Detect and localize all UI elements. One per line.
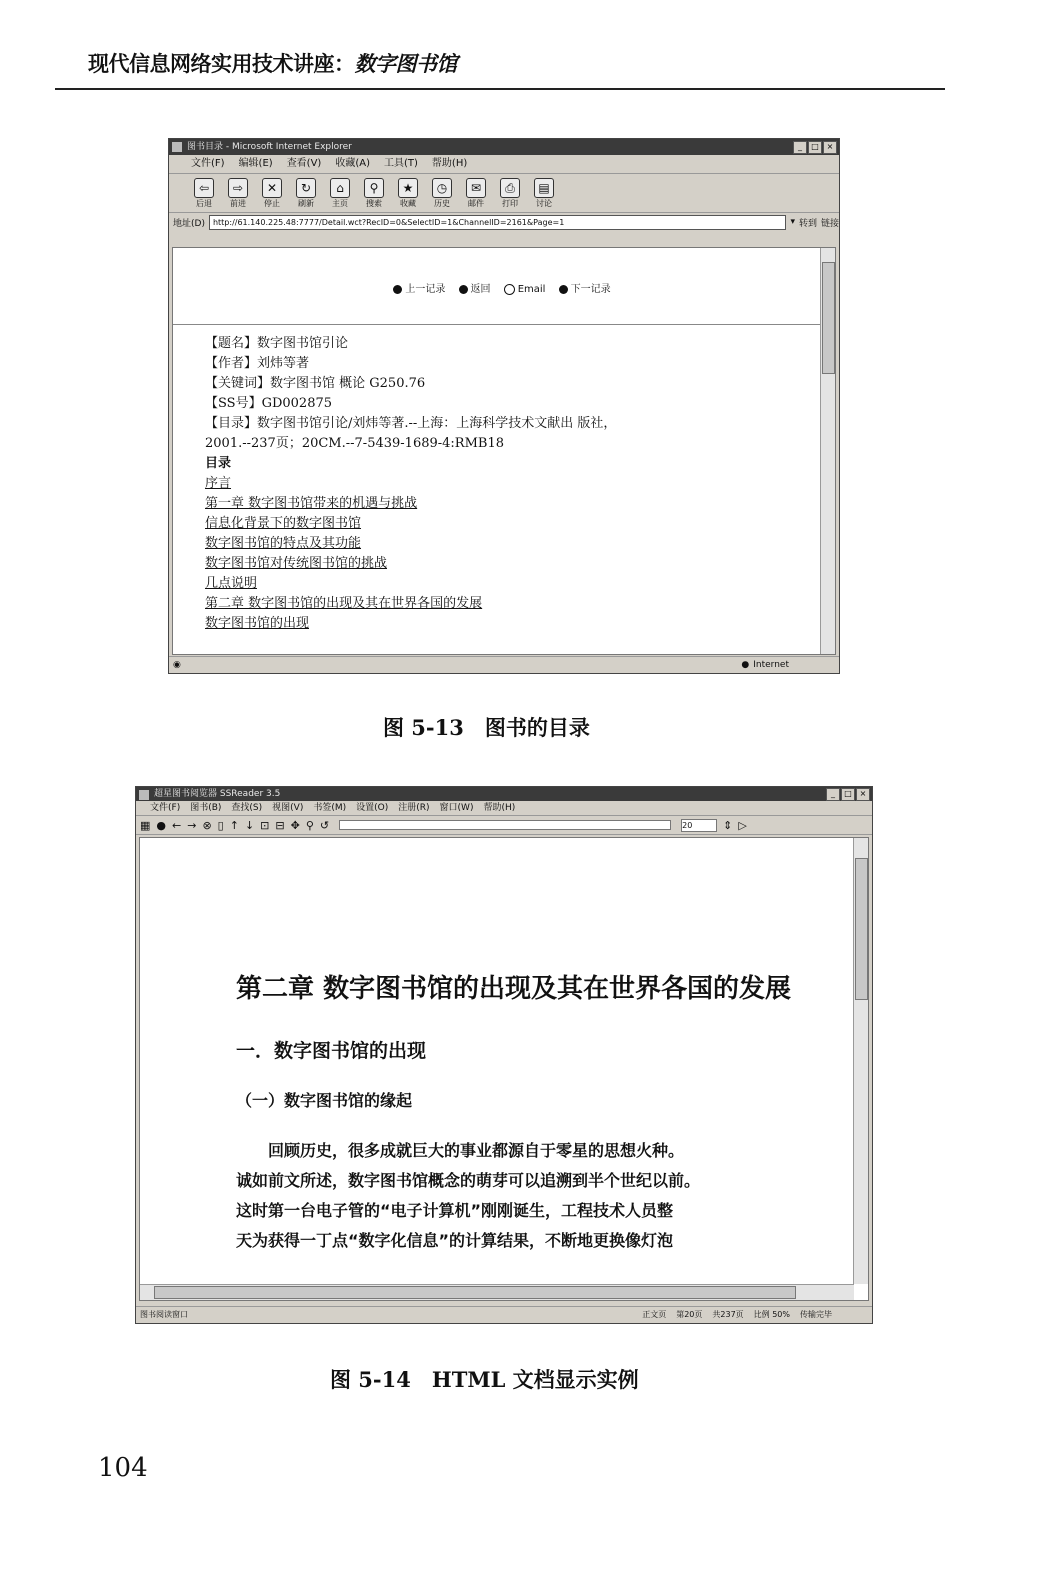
prev-record-icon — [393, 285, 402, 294]
body-text — [236, 1136, 816, 1256]
menu-view[interactable]: 查看(V) — [286, 158, 322, 169]
reader-statusbar — [136, 1306, 872, 1323]
refresh-icon: ↻ — [296, 178, 316, 198]
figure-5-13-browser-window — [168, 138, 840, 674]
vertical-scrollbar[interactable] — [820, 248, 835, 654]
home-button[interactable]: ⌂ 主页 — [327, 178, 353, 209]
toc-link[interactable]: 数字图书馆的出现 — [205, 616, 310, 631]
chapter-title: 第二章 数字图书馆的出现及其在世界各国的发展 — [236, 974, 792, 1004]
play-icon[interactable]: ▷ — [738, 818, 747, 832]
status-zone: Internet — [753, 660, 789, 670]
figure-5-14-reader-window — [135, 786, 873, 1324]
history-icon: ◷ — [432, 178, 452, 198]
forward-arrow-icon: ⇨ — [228, 178, 248, 198]
record-icon[interactable]: ● — [156, 818, 167, 832]
status-current-page: 第20页 — [676, 1310, 703, 1319]
address-input[interactable]: http://61.140.225.48:7777/Detail.wct?RecID=0&SelectID=1&ChannelID=2161&Page=1 — [209, 215, 786, 230]
address-label: 地址(D) — [173, 218, 205, 229]
favorites-icon: ★ — [398, 178, 418, 198]
toc-link[interactable]: 数字图书馆的特点及其功能 — [205, 536, 362, 551]
section-title: 一．数字图书馆的出现 — [236, 1040, 427, 1062]
close-icon[interactable]: × — [856, 788, 870, 801]
page-number: 104 — [98, 1453, 148, 1483]
internet-zone-icon: ● — [741, 660, 750, 670]
maximize-icon[interactable]: □ — [808, 141, 822, 154]
horizontal-scrollbar-thumb[interactable] — [154, 1286, 796, 1299]
back-arrow-icon[interactable]: ← — [172, 818, 182, 832]
running-head — [88, 48, 457, 78]
home-icon: ⌂ — [330, 178, 350, 198]
printer-icon: ⎙ — [500, 178, 520, 198]
address-bar — [169, 213, 839, 231]
email-link[interactable]: Email — [517, 284, 546, 295]
history-button[interactable]: ◷ 历史 — [429, 178, 455, 209]
minimize-icon[interactable]: _ — [793, 141, 807, 154]
search-icon: ⚲ — [364, 178, 384, 198]
browser-statusbar — [169, 656, 839, 673]
menu-window[interactable]: 窗口(W) — [439, 803, 474, 813]
body-line: 天为获得一丁点“数字化信息”的计算结果，不断地更换像灯泡 — [236, 1231, 674, 1250]
discuss-button[interactable]: ▤ 讨论 — [531, 178, 557, 209]
reader-app-icon — [139, 790, 149, 800]
forward-button[interactable]: ⇨ 前进 — [225, 178, 251, 209]
refresh-icon[interactable]: ↺ — [319, 818, 330, 832]
ie-icon — [172, 142, 182, 152]
forward-arrow-icon[interactable]: → — [187, 818, 197, 832]
library-icon[interactable]: ▦ — [140, 818, 151, 832]
menu-tools[interactable]: 工具(T) — [384, 158, 418, 169]
toc-link[interactable]: 几点说明 — [205, 576, 258, 591]
links-button[interactable]: 链接 — [820, 218, 839, 229]
page-down-icon[interactable]: ↓ — [244, 818, 255, 832]
toc-link[interactable]: 第二章 数字图书馆的出现及其在世界各国的发展 — [205, 596, 483, 611]
back-arrow-icon: ⇦ — [194, 178, 214, 198]
record-catalog-line1: 【目录】数字图书馆引论/刘炜等著.--上海：上海科学技术文献出 版社， — [205, 416, 617, 431]
refresh-button[interactable]: ↻ 刷新 — [293, 178, 319, 209]
subsection-title: （一）数字图书馆的缘起 — [236, 1091, 413, 1110]
book-record — [205, 334, 785, 634]
page-slider[interactable] — [339, 820, 671, 830]
page-icon[interactable]: ▯ — [217, 818, 224, 832]
discuss-icon: ▤ — [534, 178, 554, 198]
header-rule — [55, 88, 945, 90]
page-up-icon[interactable]: ↑ — [229, 818, 239, 832]
menu-book[interactable]: 图书(B) — [190, 803, 222, 813]
menu-search[interactable]: 查找(S) — [231, 803, 263, 813]
menu-bookmark[interactable]: 书签(M) — [313, 803, 347, 813]
stop-icon: ✕ — [262, 178, 282, 198]
content-divider — [173, 324, 821, 325]
browser-menubar — [169, 155, 839, 174]
toc-link[interactable]: 序言 — [205, 476, 232, 491]
vertical-scrollbar[interactable] — [853, 838, 868, 1284]
next-record-link[interactable]: 下一记录 — [570, 284, 611, 295]
menu-file[interactable]: 文件(F) — [150, 803, 181, 813]
tools-icon[interactable]: ✥ — [290, 818, 300, 832]
stop-button[interactable]: ✕ 停止 — [259, 178, 285, 209]
record-keywords: 【关键词】数字图书馆 概论 G250.76 — [205, 376, 426, 391]
scrollbar-thumb[interactable] — [822, 262, 835, 374]
fit-icon[interactable]: ⊡ — [260, 818, 270, 832]
prev-record-link[interactable]: 上一记录 — [405, 284, 446, 295]
zoom-stepper-icon[interactable]: ⇕ — [723, 818, 733, 832]
menu-register[interactable]: 注册(R) — [398, 803, 430, 813]
minimize-icon[interactable]: _ — [826, 788, 840, 801]
browser-content — [172, 247, 836, 655]
email-icon — [504, 284, 515, 295]
reader-title: 超星图书阅览器 SSReader 3.5 — [154, 789, 281, 799]
browser-title: 图书目录 - Microsoft Internet Explorer — [187, 142, 352, 152]
browser-toolbar — [169, 174, 839, 213]
back-link[interactable]: 返回 — [470, 284, 491, 295]
menu-file[interactable]: 文件(F) — [191, 158, 225, 169]
reader-menubar — [136, 801, 872, 816]
status-page-type: 正文页 — [642, 1310, 667, 1319]
horizontal-scrollbar[interactable] — [140, 1284, 854, 1300]
record-ss-number: 【SS号】GD002875 — [205, 396, 333, 411]
menu-help[interactable]: 帮助(H) — [483, 803, 516, 813]
book-page — [140, 838, 854, 1284]
zoom-input[interactable]: 20 — [681, 819, 717, 832]
next-record-icon — [559, 285, 568, 294]
toc-heading: 目录 — [205, 456, 232, 471]
menu-help[interactable]: 帮助(H) — [431, 158, 468, 169]
figure-5-13-caption: 图 5-13 图书的目录 — [383, 715, 590, 740]
reader-content — [139, 837, 869, 1301]
status-window-label: 图书阅读窗口 — [140, 1310, 188, 1319]
favorites-button[interactable]: ★ 收藏 — [395, 178, 421, 209]
body-line: 诚如前文所述，数字图书馆概念的萌芽可以追溯到半个世纪以前。 — [236, 1171, 701, 1190]
fit-width-icon[interactable]: ⊟ — [275, 818, 285, 832]
status-zoom: 比例 50% — [753, 1310, 790, 1319]
maximize-icon[interactable]: □ — [841, 788, 855, 801]
status-total-pages: 共237页 — [712, 1310, 744, 1319]
record-navigation — [173, 280, 821, 295]
record-author: 【作者】刘炜等著 — [205, 356, 310, 371]
browser-titlebar — [169, 139, 839, 155]
toc-link[interactable]: 信息化背景下的数字图书馆 — [205, 516, 362, 531]
reader-titlebar — [136, 787, 872, 801]
stop-icon[interactable]: ⊗ — [202, 818, 212, 832]
body-line: 回顾历史，很多成就巨大的事业都源自于零星的思想火种。 — [268, 1141, 685, 1160]
toc-link[interactable]: 第一章 数字图书馆带来的机遇与挑战 — [205, 496, 418, 511]
record-catalog-line2: 2001.--237页；20CM.--7-5439-1689-4:RMB18 — [205, 436, 504, 451]
print-button[interactable]: ⎙ 打印 — [497, 178, 523, 209]
search-button[interactable]: ⚲ 搜索 — [361, 178, 387, 209]
mail-icon: ✉ — [466, 178, 486, 198]
figure-5-14-caption: 图 5-14 HTML 文档显示实例 — [330, 1367, 639, 1392]
toc-link[interactable]: 数字图书馆对传统图书馆的挑战 — [205, 556, 388, 571]
close-icon[interactable]: × — [823, 141, 837, 154]
back-button[interactable]: ⇦ 后退 — [191, 178, 217, 209]
running-head-text: 现代信息网络实用技术讲座： — [88, 52, 355, 76]
menu-view[interactable]: 视图(V) — [272, 803, 304, 813]
address-dropdown-icon[interactable]: ▾ — [790, 217, 795, 227]
running-head-book-title: 数字图书馆 — [354, 52, 457, 76]
scrollbar-thumb[interactable] — [855, 858, 868, 1000]
record-title: 【题名】数字图书馆引论 — [205, 336, 349, 351]
back-icon — [459, 285, 468, 294]
menu-favorites[interactable]: 收藏(A) — [335, 158, 370, 169]
page-status-icon: ◉ — [173, 660, 181, 670]
body-line: 这时第一台电子管的“电子计算机”刚刚诞生，工程技术人员整 — [236, 1201, 674, 1220]
go-button[interactable]: 转到 — [798, 218, 817, 229]
reader-toolbar — [136, 816, 872, 835]
zoom-icon[interactable]: ⚲ — [305, 818, 314, 832]
mail-button[interactable]: ✉ 邮件 — [463, 178, 489, 209]
menu-edit[interactable]: 编辑(E) — [238, 158, 273, 169]
status-transfer: 传输完毕 — [800, 1310, 832, 1319]
menu-settings[interactable]: 设置(O) — [356, 803, 389, 813]
